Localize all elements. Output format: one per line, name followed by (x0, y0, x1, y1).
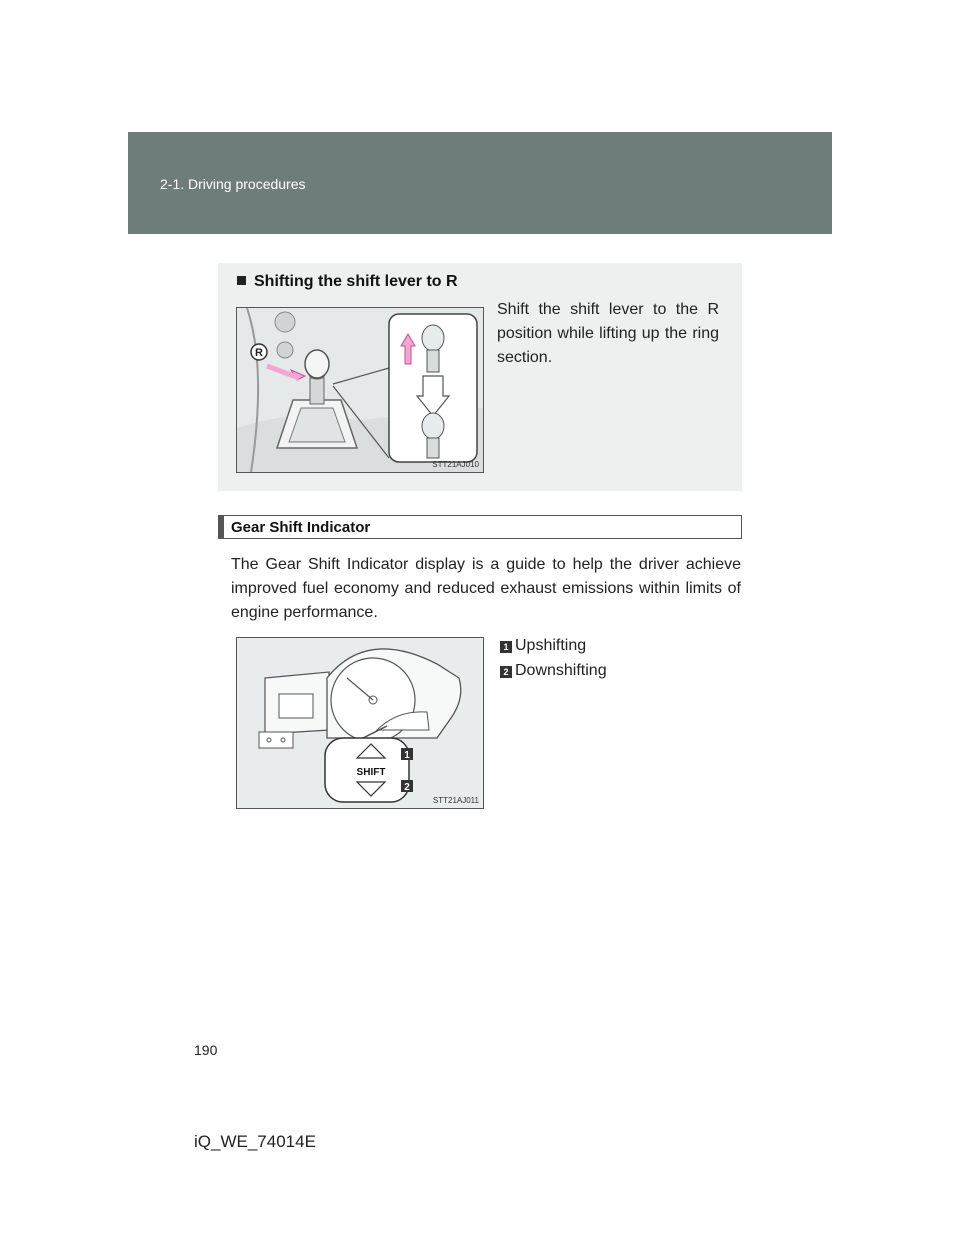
legend-downshifting (500, 662, 607, 680)
instrument-cluster-illustration (237, 638, 483, 808)
heading-marker (219, 516, 224, 538)
section-title: 2-1. Driving procedures (160, 176, 306, 192)
legend-num-1: 1 (500, 641, 512, 653)
shift-label: SHIFT (356, 767, 386, 778)
gear-shift-indicator-figure (236, 637, 484, 809)
gear-shift-description: The Gear Shift Indicator display is a guide to help the driver achieve improved fuel economy and reduced exhaust emissions within limits of engine performance. (231, 556, 741, 621)
legend-label-1: Upshifting (515, 637, 587, 654)
figure-code-2: STT21AJ011 (432, 796, 479, 805)
shift-r-description: Shift the shift lever to the R position while lifting up the ring section. (497, 301, 719, 366)
callout-2: 2 (404, 782, 410, 793)
square-bullet-icon (237, 276, 246, 285)
legend-label-2: Downshifting (515, 662, 607, 679)
page-number: 190 (194, 1042, 218, 1058)
shift-r-heading (237, 273, 458, 291)
shift-lever-illustration (237, 308, 483, 472)
legend-upshifting (500, 637, 586, 655)
gear-shift-heading-bar (218, 515, 742, 539)
document-code: iQ_WE_74014E (194, 1132, 316, 1151)
figure-letter-r: R (255, 347, 263, 359)
shift-r-heading-text: Shifting the shift lever to R (254, 273, 458, 290)
legend-num-2: 2 (500, 666, 512, 678)
callout-1: 1 (404, 750, 410, 761)
figure-code: STT21AJ010 (432, 460, 479, 469)
shift-lever-figure (236, 307, 484, 473)
gear-shift-heading: Gear Shift Indicator (231, 519, 371, 536)
